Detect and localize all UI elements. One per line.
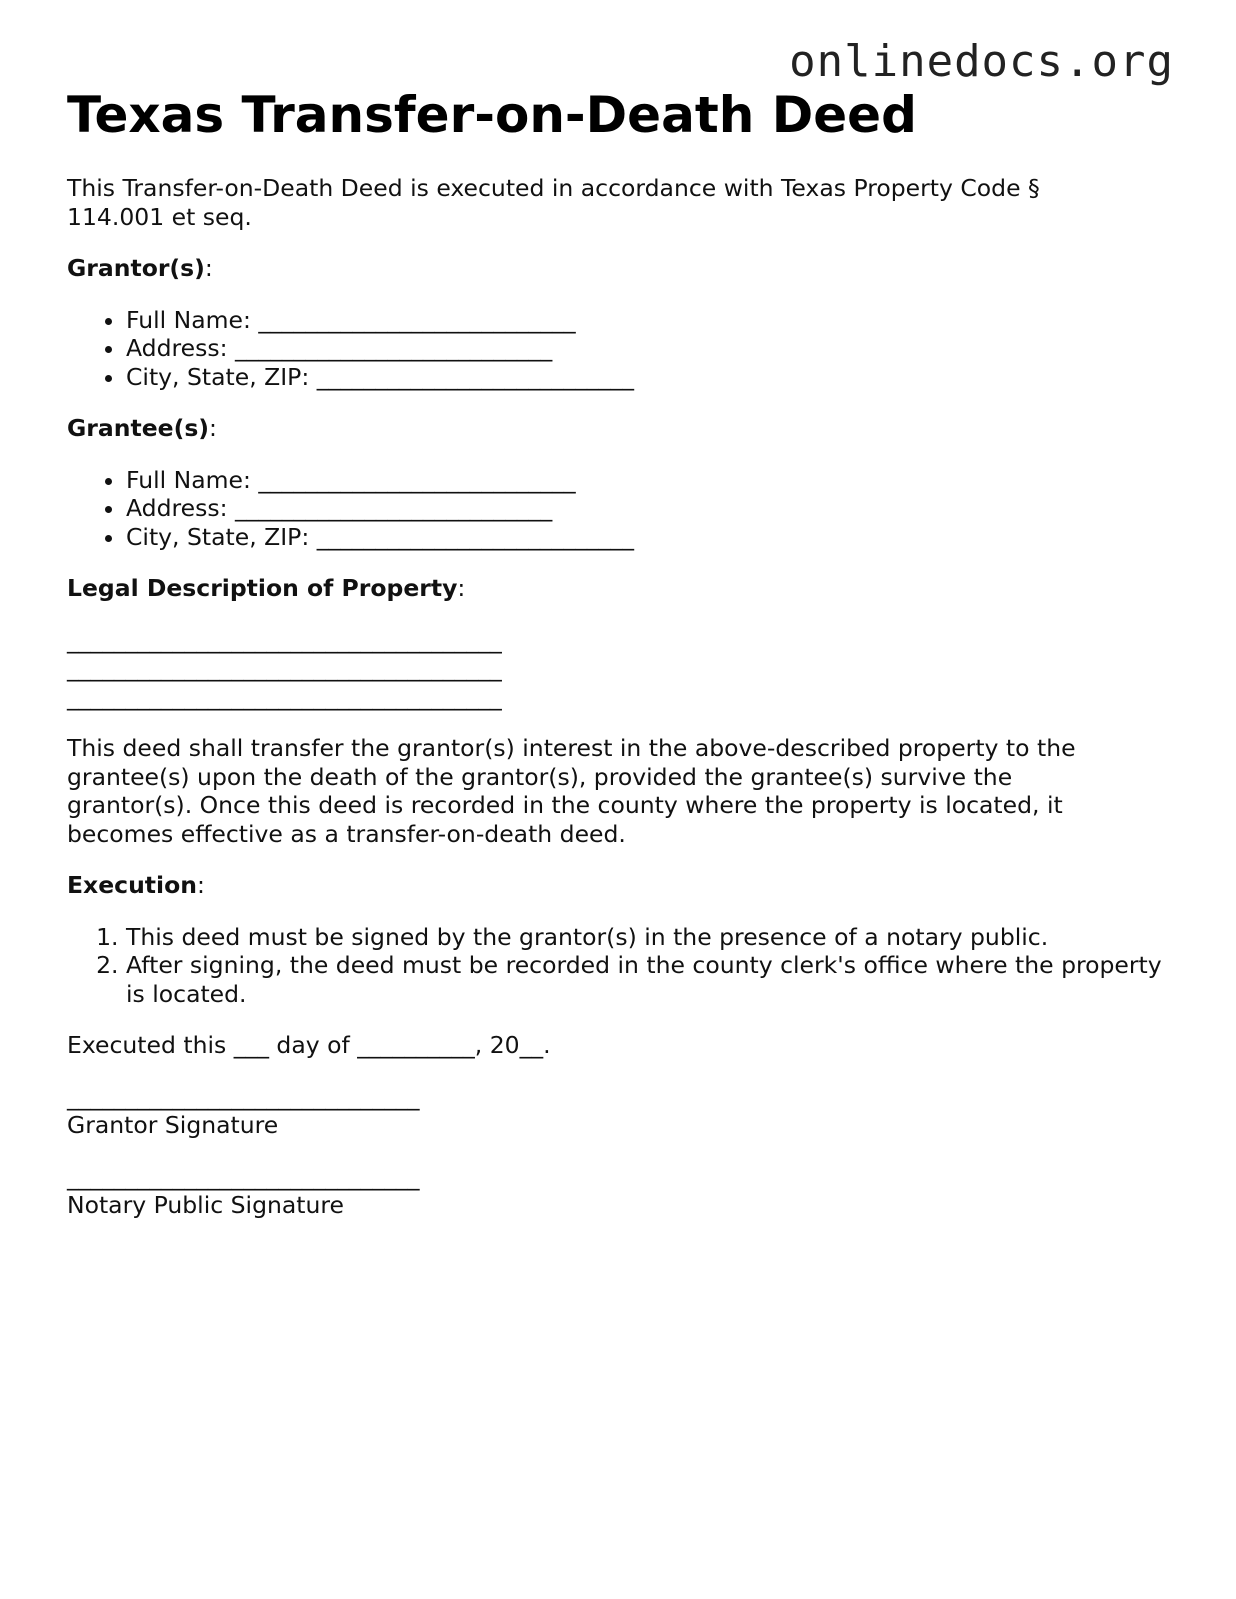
- legal-description-heading: Legal Description of Property:: [67, 574, 466, 602]
- grantor-signature-block: [67, 1083, 1177, 1140]
- grantee-address-field: [126, 494, 1177, 523]
- execution-heading-text: Execution: [67, 871, 197, 899]
- grantor-heading: Grantor(s):: [67, 254, 213, 282]
- grantee-fields: [67, 466, 1177, 552]
- field-label: City, State, ZIP:: [126, 362, 310, 391]
- grantor-address-field: [126, 334, 1177, 363]
- grantor-full-name-field: [126, 306, 1177, 335]
- watermark: onlinedocs.org: [789, 36, 1174, 87]
- legal-description-lines: [67, 626, 1177, 712]
- fill-in-blank[interactable]: ___________________________: [316, 522, 634, 551]
- notary-signature-line[interactable]: ______________________________: [67, 1162, 420, 1191]
- legal-description-line[interactable]: _____________________________________: [67, 682, 502, 711]
- grantor-signature-line[interactable]: ______________________________: [67, 1082, 420, 1111]
- grantee-heading: Grantee(s):: [67, 414, 217, 442]
- fill-in-blank[interactable]: ___________________________: [316, 362, 634, 391]
- intro-paragraph: This Transfer-on-Death Deed is executed in accordance with Texas Property Code § 114.001 et seq.: [67, 174, 1040, 231]
- legal-description-line[interactable]: _____________________________________: [67, 654, 502, 682]
- legal-description-heading-text: Legal Description of Property: [67, 574, 458, 602]
- grantee-full-name-field: [126, 466, 1177, 495]
- grantor-fields: [67, 306, 1177, 392]
- field-label: Full Name:: [126, 305, 251, 334]
- document-page: [67, 84, 1177, 1220]
- grantor-heading-text: Grantor(s): [67, 254, 205, 282]
- field-label: Address:: [126, 334, 228, 362]
- grantor-signature-label: Grantor Signature: [67, 1111, 279, 1139]
- notary-signature-label: Notary Public Signature: [67, 1191, 344, 1219]
- transfer-paragraph: This deed shall transfer the grantor(s) interest in the above-described property to the grantee(s) upon the death of the grantor(s), provided the grantee(s) survive the grantor(s). Once this deed is recorded in the county where the property is located, it becomes effective as a transfer-on-death deed.: [67, 734, 1076, 848]
- execution-heading: Execution:: [67, 871, 205, 899]
- legal-description-line[interactable]: _____________________________________: [67, 625, 502, 654]
- field-label: Address:: [126, 494, 228, 522]
- grantor-city-state-zip-field: [126, 363, 1177, 392]
- fill-in-blank[interactable]: ___________________________: [258, 465, 576, 494]
- grantee-city-state-zip-field: [126, 523, 1177, 552]
- grantee-heading-text: Grantee(s): [67, 414, 210, 442]
- field-label: City, State, ZIP:: [126, 522, 310, 551]
- page-title: Texas Transfer-on-Death Deed: [67, 86, 917, 144]
- execution-steps: [67, 923, 1177, 1009]
- fill-in-blank[interactable]: ___________________________: [235, 334, 553, 362]
- field-label: Full Name:: [126, 465, 251, 494]
- execution-step: 1. This deed must be signed by the grantor(s) in the presence of a notary public.: [126, 923, 1177, 952]
- execution-step: 2. After signing, the deed must be recorded in the county clerk's office where the property is located.: [126, 951, 1177, 1008]
- executed-date-line[interactable]: Executed this ___ day of __________, 20__.: [67, 1031, 551, 1059]
- notary-signature-block: [67, 1163, 1177, 1220]
- fill-in-blank[interactable]: ___________________________: [258, 305, 576, 334]
- fill-in-blank[interactable]: ___________________________: [235, 494, 553, 522]
